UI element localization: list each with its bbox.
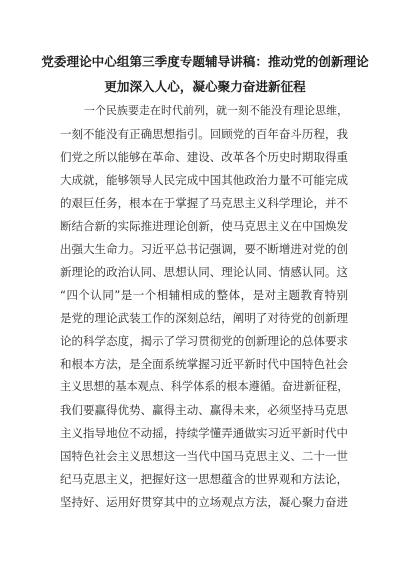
body-text-line: 主义指导地位不动摇，持续学懂弄通做实习近平新时代中 — [60, 426, 348, 440]
body-text-line: 断结合新的实际推进理论创新，使马克思主义在中国焕发 — [60, 219, 348, 233]
body-text-line: 一刻不能没有正确思想指引。回顾党的百年奋斗历程，我 — [60, 127, 348, 141]
body-text-line: 国特色社会主义思想这一当代中国马克思主义、二十一世 — [60, 449, 348, 463]
body-text-line: 一个民族要走在时代前列，就一刻不能没有理论思维， — [84, 104, 348, 117]
document-title-line-1: 党委理论中心组第三季度专题辅导讲稿：推动党的创新理论 — [41, 54, 369, 69]
body-text-line: 新理论的政治认同、思想认同、理论认同、情感认同。这 — [60, 265, 348, 279]
body-text-line: “四个认同”是一个相辅相成的整体，是对主题教育特别 — [60, 288, 348, 302]
body-text-line: 我们要赢得优势、赢得主动、赢得未来，必须坚持马克思 — [60, 403, 348, 417]
body-text-line: 的艰巨任务，根本在于掌握了马克思主义科学理论，并不 — [60, 196, 348, 210]
document-title-line-2: 更加深入人心，凝心聚力奋进新征程 — [104, 79, 306, 94]
body-text-line: 坚持好、运用好贯穿其中的立场观点方法，凝心聚力奋进 — [60, 495, 348, 509]
body-text-line: 大成就，能够领导人民完成中国其他政治力量不可能完成 — [60, 173, 348, 187]
body-text-line: 主义思想的基本观点、科学体系的根本遵循。奋进新征程， — [60, 380, 349, 393]
body-text-line: 们党之所以能够在革命、建设、改革各个历史时期取得重 — [60, 150, 348, 164]
body-text-line: 出强大生命力。习近平总书记强调，要不断增进对党的创 — [60, 242, 348, 256]
body-text-line: 纪马克思主义，把握好这一思想蕴含的世界观和方法论， — [60, 472, 348, 486]
body-text-line: 论的科学态度，揭示了学习贯彻党的创新理论的总体要求 — [60, 334, 348, 348]
body-text-line: 和根本方法，是全面系统掌握习近平新时代中国特色社会 — [60, 357, 348, 371]
body-text-line: 是党的理论武装工作的深刻总结，阐明了对待党的创新理 — [60, 311, 348, 325]
